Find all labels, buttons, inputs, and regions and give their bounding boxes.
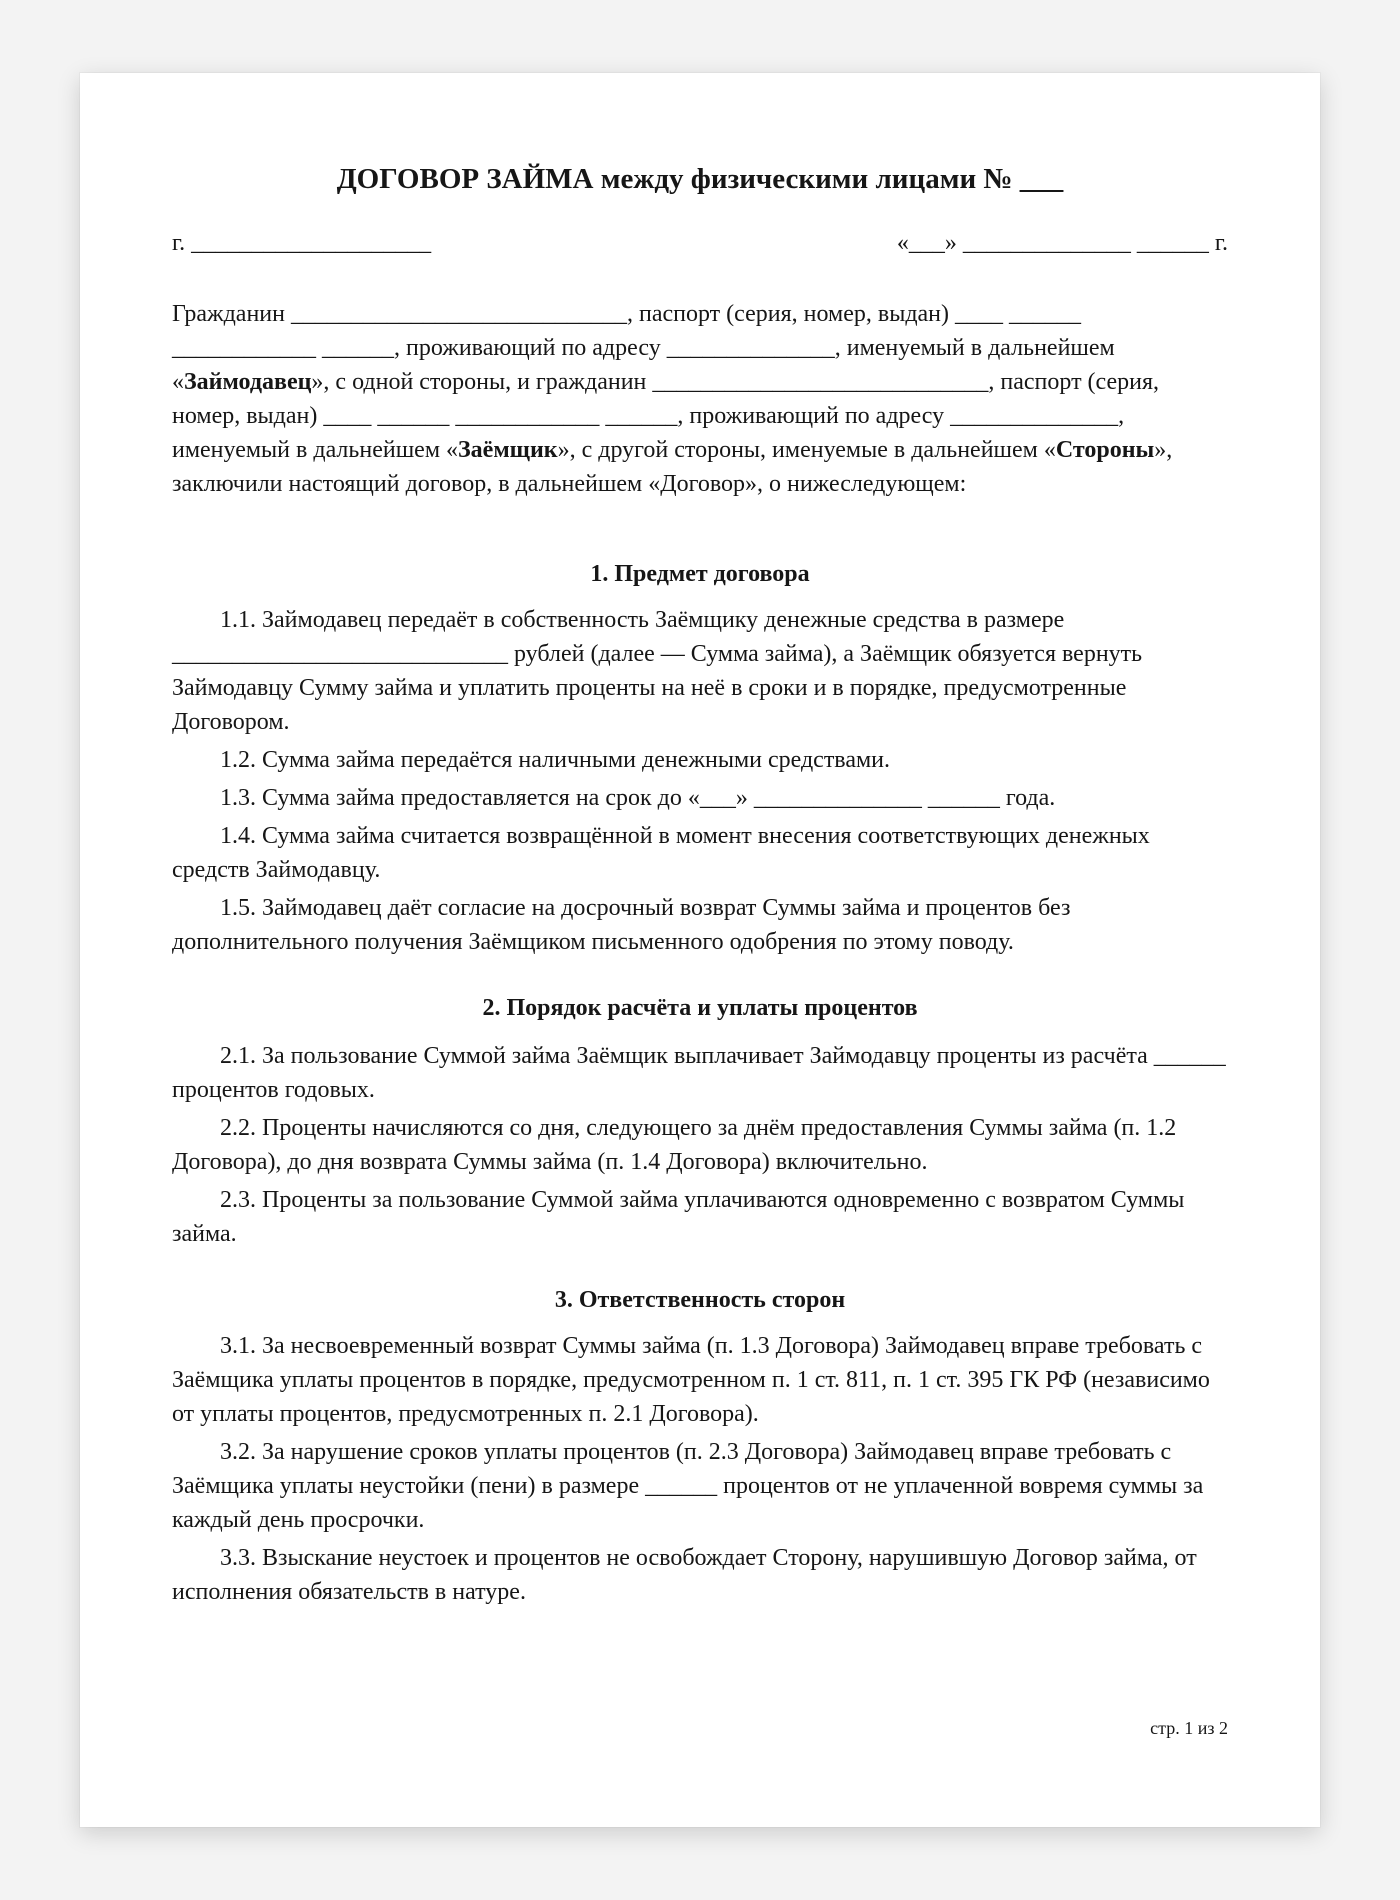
clause: 3.2. За нарушение сроков уплаты процентов (п. 2.3 Договора) Займодавец вправе требовать с Заёмщика уплаты неустойки (пени) в размере ______ процентов от не уплаченной вовремя суммы за каждый день просрочки. [172,1439,1204,1533]
page-number: стр. 1 из 2 [1150,1718,1228,1738]
clause: 1.3. Сумма займа предоставляется на срок до «___» ______________ ______ года. [220,785,1056,811]
clause: 1.2. Сумма займа передаётся наличными денежными средствами. [220,747,891,773]
city-field: г. ____________________ [172,230,432,256]
section-title: 2. Порядок расчёта и уплаты процентов [482,995,918,1021]
parties-term: Стороны [1055,437,1155,463]
preamble-text-4: », заключили настоящий договор, в дальнейшем «Договор», о нижеследующем: [172,437,1173,497]
preamble [172,297,1228,501]
clause: 2.3. Проценты за пользование Суммой займа уплачиваются одновременно с возвратом Суммы займа. [172,1187,1185,1247]
date-field: «___» ______________ ______ г. [896,230,1228,256]
preamble-text-2: », с одной стороны, и гражданин ____________________________, паспорт (серия, номер, выдан) ____ ______ ____________ ______, проживающий по адресу ______________, именуемый в дальнейшем « [172,369,1160,463]
preamble-text-1: Гражданин ____________________________, паспорт (серия, номер, выдан) ____ ______ ____________ ______, проживающий по адресу ______________, именуемый в дальнейшем « [172,301,1115,395]
clause: 2.1. За пользование Суммой займа Заёмщик выплачивает Займодавцу проценты из расчёта ______ процентов годовых. [172,1043,1226,1103]
clause: 1.5. Займодавец даёт согласие на досрочный возврат Суммы займа и процентов без дополнительного получения Заёмщиком письменного одобрения по этому поводу. [172,895,1071,955]
preamble-text-3: », с другой стороны, именуемые в дальнейшем « [557,437,1056,463]
clause: 3.3. Взыскание неустоек и процентов не освобождает Сторону, нарушившую Договор займа, от исполнения обязательств в натуре. [172,1545,1197,1605]
document-title: ДОГОВОР ЗАЙМА между физическими лицами № ___ [336,163,1064,195]
section-title: 3. Ответственность сторон [554,1287,846,1313]
lender-term: Займодавец [184,369,312,395]
section-title: 1. Предмет договора [590,561,810,587]
clause: 2.2. Проценты начисляются со дня, следующего за днём предоставления Суммы займа (п. 1.2 Договора), до дня возврата Суммы займа (п. 1.4 Договора) включительно. [172,1115,1177,1175]
document-body [172,297,1228,1609]
clause: 1.1. Займодавец передаёт в собственность Заёмщику денежные средства в размере ____________________________ рублей (далее — Сумма займа), а Заёмщик обязуется вернуть Займодавцу Сумму займа и уплатить проценты на неё в сроки и в порядке, предусмотренные Договором. [172,607,1143,735]
clause: 3.1. За несвоевременный возврат Суммы займа (п. 1.3 Договора) Займодавец вправе требовать с Заёмщика уплаты процентов в порядке, предусмотренном п. 1 ст. 811, п. 1 ст. 395 ГК РФ (независимо от уплаты процентов, предусмотренных п. 2.1 Договора). [172,1333,1210,1427]
borrower-term: Заёмщик [458,437,558,463]
clause: 1.4. Сумма займа считается возвращённой в момент внесения соответствующих денежных средств Займодавцу. [172,823,1150,883]
document-page [80,73,1320,1827]
